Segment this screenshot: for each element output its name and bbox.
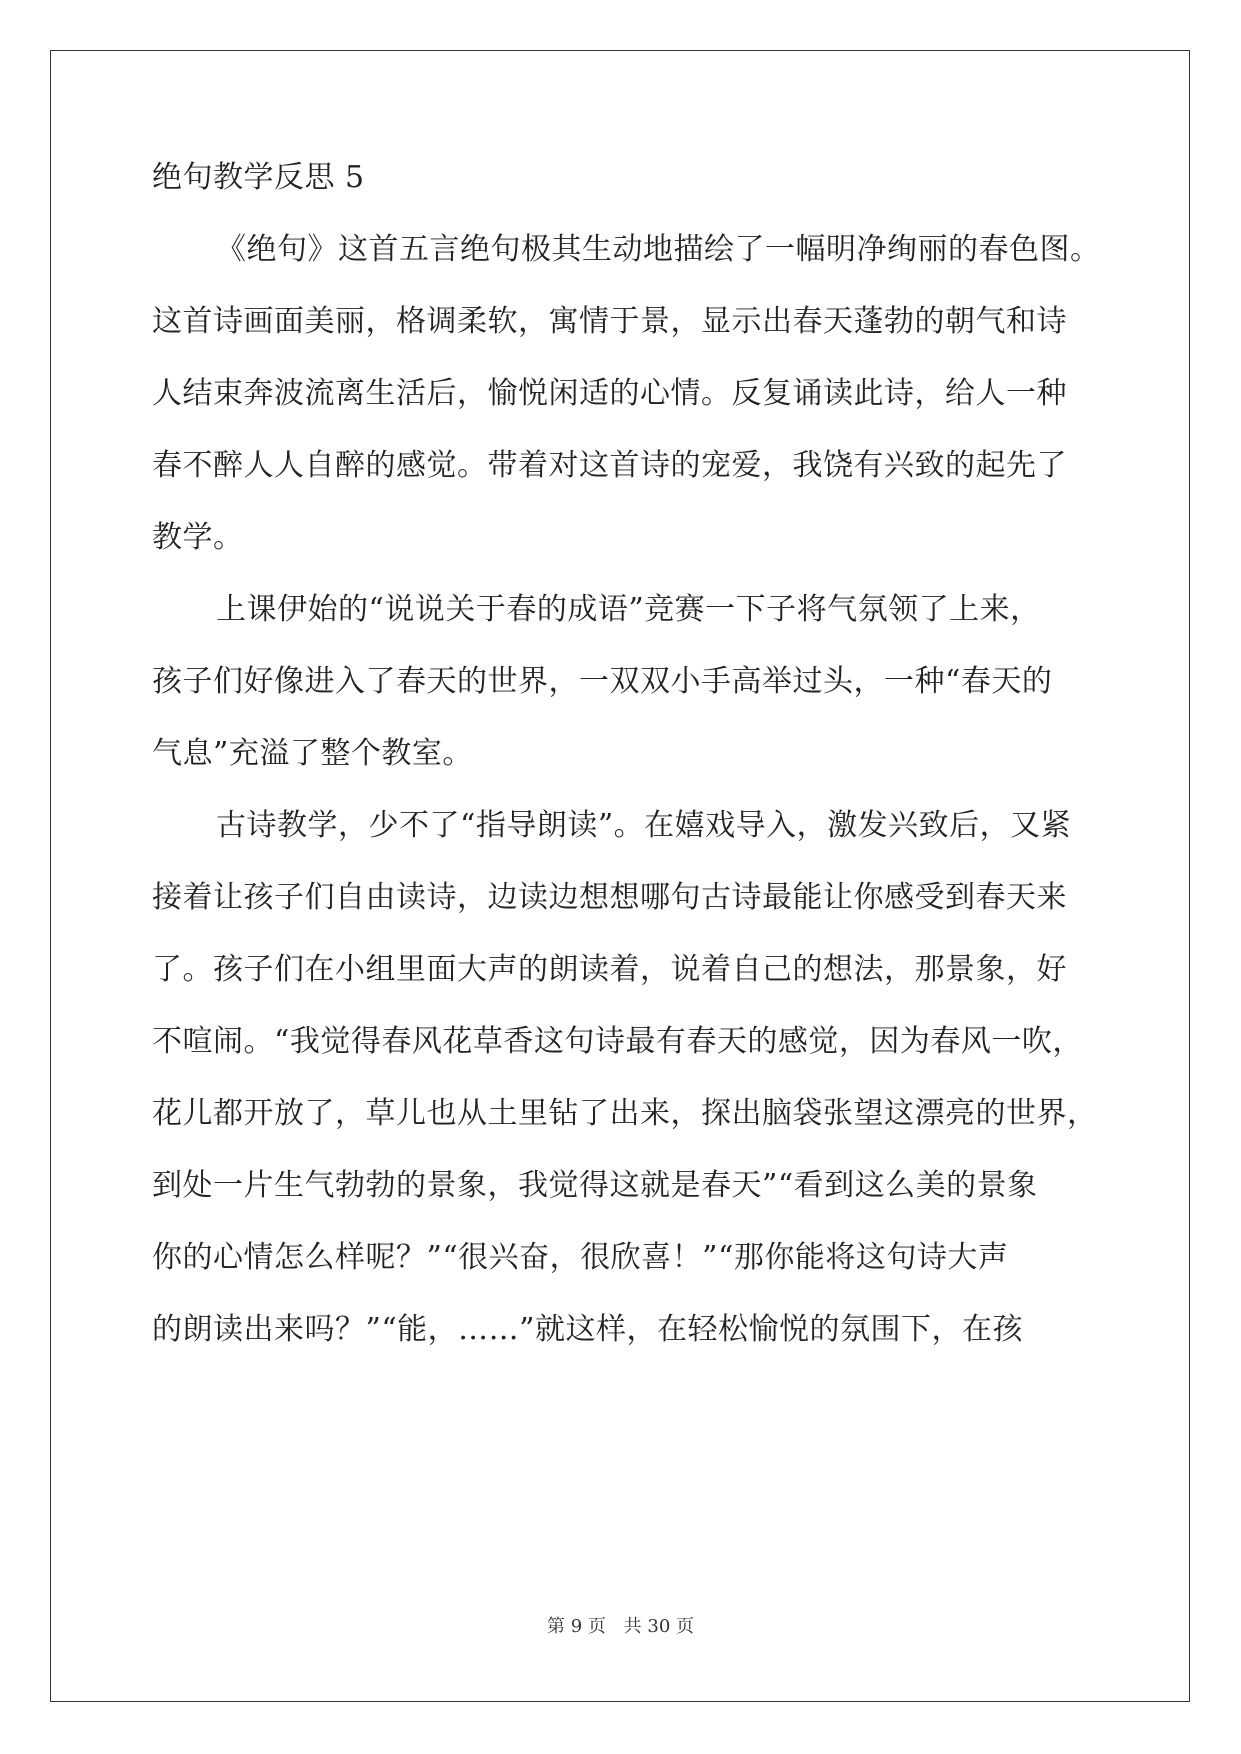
paragraph-1-line-3: 人结束奔波流离生活后，愉悦闲适的心情。反复诵读此诗，给人一种: [152, 376, 1067, 411]
paragraph-3-line-8: 的朗读出来吗？”“能，……”就这样，在轻松愉悦的氛围下，在孩: [152, 1312, 1024, 1347]
page-border: [50, 50, 1190, 1702]
paragraph-3-line-1: 古诗教学，少不了“指导朗读”。在嬉戏导入，激发兴致后，又紧: [216, 808, 1072, 843]
paragraph-3-line-5: 花儿都开放了，草儿也从土里钻了出来，探出脑袋张望这漂亮的世界，: [152, 1096, 1098, 1131]
paragraph-2-line-2: 孩子们好像进入了春天的世界，一双双小手高举过头，一种“春天的: [152, 664, 1053, 699]
paragraph-3-line-2: 接着让孩子们自由读诗，边读边想想哪句古诗最能让你感受到春天来: [152, 880, 1067, 915]
paragraph-2-line-1: 上课伊始的“说说关于春的成语”竞赛一下子将气氛领了上来，: [216, 592, 1041, 627]
paragraph-3-line-7: 你的心情怎么样呢？”“很兴奋，很欣喜！”“那你能将这句诗大声: [152, 1240, 1009, 1275]
page-total: 共 30 页: [623, 1616, 694, 1637]
page-footer: [0, 1612, 1241, 1638]
paragraph-3-line-6: 到处一片生气勃勃的景象，我觉得这就是春天”“看到这么美的景象: [152, 1168, 1038, 1203]
paragraph-3-line-4: 不喧闹。“我觉得春风花草香这句诗最有春天的感觉，因为春风一吹，: [152, 1024, 1083, 1059]
document-title: 绝句教学反思 5: [152, 160, 365, 195]
paragraph-1-line-1: 《绝句》这首五言绝句极其生动地描绘了一幅明净绚丽的春色图。: [216, 232, 1101, 267]
paragraph-1-line-5: 教学。: [152, 520, 244, 555]
paragraph-2-line-3: 气息”充溢了整个教室。: [152, 736, 473, 771]
paragraph-3-line-3: 了。孩子们在小组里面大声的朗读着，说着自己的想法，那景象，好: [152, 952, 1067, 987]
page-number: 第 9 页: [547, 1616, 606, 1637]
paragraph-1-line-4: 春不醉人人自醉的感觉。带着对这首诗的宠爱，我饶有兴致的起先了: [152, 448, 1067, 483]
paragraph-1-line-2: 这首诗画面美丽，格调柔软，寓情于景，显示出春天蓬勃的朝气和诗: [152, 304, 1067, 339]
